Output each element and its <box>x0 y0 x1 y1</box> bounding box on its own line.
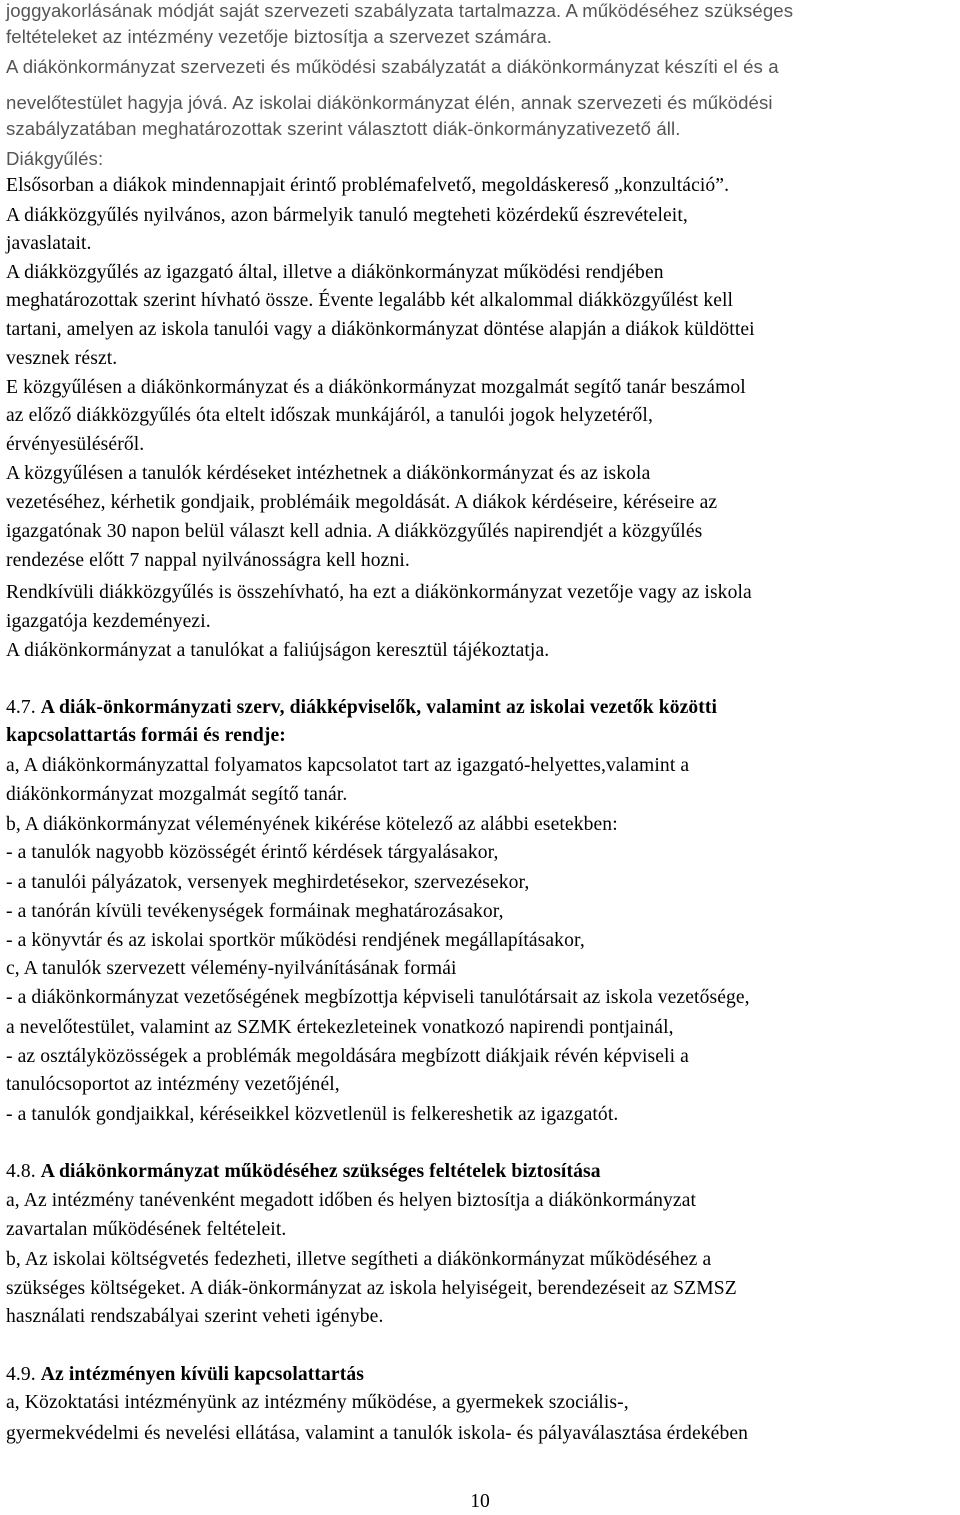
text-line <box>6 459 650 488</box>
text-segment: Diákgyűlés: <box>6 148 104 169</box>
text-line <box>6 838 498 867</box>
text-segment: - a tanulók gondjaikkal, kéréseikkel közvetlenül is felkereshetik az igazgatót. <box>6 1104 619 1125</box>
text-line <box>6 721 286 750</box>
text-line <box>6 1013 674 1042</box>
text-segment: E közgyűlésen a diákönkormányzat és a diákönkormányzat mozgalmát segítő tanár beszámol <box>6 377 746 398</box>
text-segment: Elsősorban a diákok mindennapjait érintő problémafelvető, megoldáskereső „konzultáció”. <box>6 175 730 196</box>
text-line <box>6 751 689 780</box>
text-line <box>6 1070 340 1099</box>
text-segment: 4.7. <box>6 697 41 718</box>
text-line <box>6 954 457 983</box>
text-line <box>6 868 529 897</box>
text-segment: az előző diákközgyűlés óta eltelt időszak munkájáról, a tanulói jogok helyzetéről, <box>6 405 653 426</box>
text-segment: tartani, amelyen az iskola tanulói vagy a diákönkormányzat döntése alapján a diákok küldöttei <box>6 319 755 340</box>
text-segment: feltételeket az intézmény vezetője biztosítja a szervezet számára. <box>6 26 553 47</box>
text-segment: c, A tanulók szervezett vélemény-nyilvánításának formái <box>6 958 457 979</box>
text-line <box>6 373 746 402</box>
text-line <box>6 693 717 722</box>
text-segment: diákönkormányzat mozgalmát segítő tanár. <box>6 784 348 805</box>
text-line <box>6 546 410 575</box>
text-segment: - a tanulók nagyobb közösségét érintő kérdések tárgyalásakor, <box>6 842 499 863</box>
text-line <box>6 286 733 315</box>
text-line <box>6 897 504 926</box>
text-line <box>6 578 752 607</box>
text-segment: 4.8. <box>6 1161 41 1182</box>
text-segment: b, Az iskolai költségvetés fedezheti, illetve segítheti a diákönkormányzat működéséhez a <box>6 1249 712 1270</box>
text-segment: Rendkívüli diákközgyűlés is összehívható, ha ezt a diákönkormányzat vezetője vagy az iskola <box>6 582 752 603</box>
text-segment: - a könyvtár és az iskolai sportkör működési rendjének megállapításakor, <box>6 930 585 951</box>
text-line <box>6 315 755 344</box>
text-segment: igazgatónak 30 napon belül választ kell adnia. A diákközgyűlés napirendjét a közgyűlés <box>6 521 703 542</box>
text-segment: - a tanulói pályázatok, versenyek meghirdetésekor, szervezésekor, <box>6 872 530 893</box>
text-segment: - az osztályközösségek a problémák megoldására megbízott diákjaik révén képviseli a <box>6 1046 689 1067</box>
text-line <box>6 1186 696 1215</box>
text-line <box>6 171 729 200</box>
text-segment: - a diákönkormányzat vezetőségének megbízottja képviseli tanulótársait az iskola vezetősége, <box>6 987 750 1008</box>
text-line <box>6 401 653 430</box>
text-line <box>6 983 750 1012</box>
text-segment: a, Közoktatási intézményünk az intézmény működése, a gyermekek szociális-, <box>6 1392 629 1413</box>
text-segment: gyermekvédelmi és nevelési ellátása, valamint a tanulók iskola- és pályaválasztása érdekében <box>6 1423 749 1444</box>
text-line <box>6 1419 748 1448</box>
text-line <box>6 201 688 230</box>
text-segment: vezetéséhez, kérhetik gondjaik, problémáik megoldását. A diákok kérdéseire, kéréseire az <box>6 492 718 513</box>
text-segment: A diákközgyűlés nyilvános, azon bármelyik tanuló megteheti közérdekű észrevételeit, <box>6 205 688 226</box>
text-line <box>6 1042 689 1071</box>
text-segment: A diákközgyűlés az igazgató által, illetve a diákönkormányzat működési rendjében <box>6 262 664 283</box>
text-line <box>6 430 144 459</box>
text-line <box>6 780 347 809</box>
text-line <box>6 88 773 117</box>
text-line <box>6 1274 737 1303</box>
text-line <box>6 344 117 373</box>
text-line <box>6 488 717 517</box>
text-line <box>6 636 549 665</box>
text-segment: A diákönkormányzat a tanulókat a faliújságon keresztül tájékoztatja. <box>6 640 550 661</box>
text-segment: szabályzatában meghatározottak szerint választott diák-önkormányzativezető áll. <box>6 118 681 139</box>
page-number: 10 <box>470 1491 490 1512</box>
text-line <box>6 1157 601 1186</box>
text-segment: A diákönkormányzat szervezeti és működési szabályzatát a diákönkormányzat készíti el és a <box>6 56 779 77</box>
text-segment: vesznek részt. <box>6 348 118 369</box>
text-segment: zavartalan működésének feltételeit. <box>6 1219 287 1240</box>
bold-text: A diák-önkormányzati szerv, diákképviselők, valamint az iskolai vezetők közötti <box>40 697 718 718</box>
bold-text: Az intézményen kívüli kapcsolattartás <box>40 1364 364 1385</box>
bold-text: kapcsolattartás formái és rendje: <box>6 725 286 746</box>
text-line <box>6 1215 286 1244</box>
bold-text: A diákönkormányzat működéséhez szükséges feltételek biztosítása <box>40 1161 601 1182</box>
text-segment: 4.9. <box>6 1364 41 1385</box>
text-segment: javaslatait. <box>6 233 92 254</box>
text-line <box>6 1100 618 1129</box>
text-segment: használati rendszabályai szerint veheti igénybe. <box>6 1306 384 1327</box>
text-line <box>6 1245 711 1274</box>
text-segment: joggyakorlásának módját saját szervezeti szabályzata tartalmazza. A működéséhez szükséges <box>6 0 794 21</box>
text-line <box>6 258 664 287</box>
text-line <box>6 22 552 51</box>
text-segment: a, Az intézmény tanévenként megadott időben és helyen biztosítja a diákönkormányzat <box>6 1190 697 1211</box>
text-segment: rendezése előtt 7 nappal nyilvánosságra kell hozni. <box>6 550 410 571</box>
text-segment: A közgyűlésen a tanulók kérdéseket intézhetnek a diákönkormányzat és az iskola <box>6 463 651 484</box>
text-segment: meghatározottak szerint hívható össze. Évente legalább két alkalommal diákközgyűlést kell <box>6 290 734 311</box>
text-segment: - a tanórán kívüli tevékenységek formáinak meghatározásakor, <box>6 901 504 922</box>
text-line <box>6 1360 364 1389</box>
text-segment: a nevelőtestület, valamint az SZMK értekezleteinek vonatkozó napirendi pontjainál, <box>6 1017 674 1038</box>
text-segment: nevelőtestület hagyja jóvá. Az iskolai diákönkormányzat élén, annak szervezeti és működési <box>6 92 773 113</box>
text-line <box>6 926 585 955</box>
text-line <box>6 229 92 258</box>
text-segment: szükséges költségeket. A diák-önkormányzat az iskola helyiségeit, berendezéseit az SZMSZ <box>6 1278 737 1299</box>
text-segment: tanulócsoportot az intézmény vezetőjénél, <box>6 1074 340 1095</box>
text-segment: a, A diákönkormányzattal folyamatos kapcsolatot tart az igazgató-helyettes,valamint a <box>6 755 690 776</box>
text-line <box>6 114 681 143</box>
text-line <box>6 144 103 173</box>
text-line <box>6 810 618 839</box>
text-line <box>6 52 779 81</box>
text-line <box>6 1302 383 1331</box>
text-line <box>6 1388 629 1417</box>
text-line <box>6 517 702 546</box>
text-segment: érvényesüléséről. <box>6 434 145 455</box>
text-line <box>6 607 211 636</box>
text-segment: b, A diákönkormányzat véleményének kikérése kötelező az alábbi esetekben: <box>6 814 618 835</box>
text-segment: igazgatója kezdeményezi. <box>6 611 211 632</box>
